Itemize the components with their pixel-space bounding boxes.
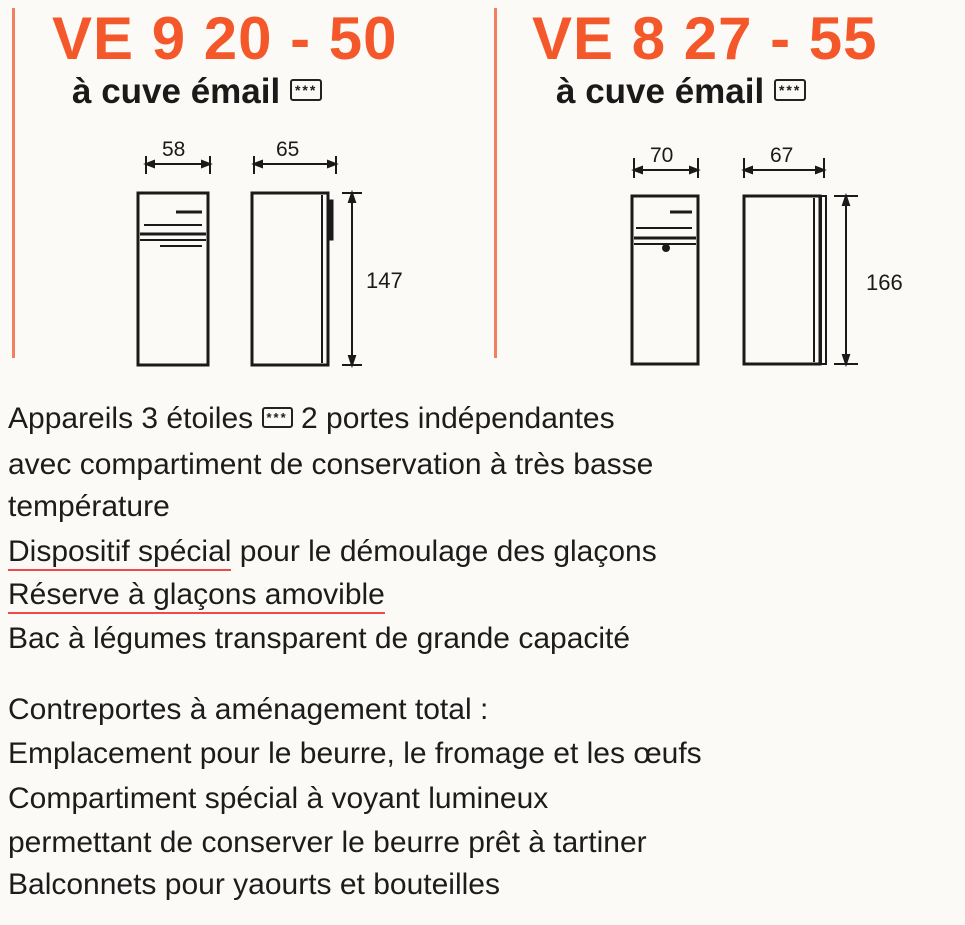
model-1-title: VE 9 20 - 50 bbox=[52, 5, 398, 72]
description-line-6: Bac à légumes transparent de grande capacité bbox=[8, 622, 631, 655]
model-2-dimension-diagram bbox=[620, 130, 940, 375]
underlined-feature: Dispositif spécial bbox=[8, 535, 231, 571]
model-1-dimension-diagram bbox=[130, 130, 430, 375]
description-line-2: avec compartiment de conservation à très basse bbox=[8, 448, 654, 481]
underlined-feature: Réserve à glaçons amovible bbox=[8, 578, 385, 614]
description-line-4 bbox=[8, 535, 657, 569]
description-line-4-rest: pour le démoulage des glaçons bbox=[239, 535, 657, 568]
center-divider bbox=[494, 8, 497, 358]
description-line-8: Emplacement pour le beurre, le fromage et les œufs bbox=[8, 737, 702, 770]
description-line-1a: Appareils 3 étoiles bbox=[8, 402, 254, 435]
three-star-icon: *** bbox=[774, 79, 806, 101]
model-1-subtitle-text: à cuve émail bbox=[72, 72, 281, 111]
model-1-side-width: 65 bbox=[276, 138, 300, 161]
description-line-1 bbox=[8, 402, 615, 436]
description-line-7: Contreportes à aménagement total : bbox=[8, 693, 489, 726]
model-2-height: 166 bbox=[866, 270, 903, 295]
description-line-1b: 2 portes indépendantes bbox=[301, 402, 615, 435]
model-1-subtitle bbox=[72, 72, 322, 112]
model-2-subtitle-text: à cuve émail bbox=[556, 72, 765, 111]
model-2-front-width: 70 bbox=[650, 144, 674, 167]
three-star-icon: *** bbox=[262, 407, 293, 428]
description-line-3: température bbox=[8, 490, 170, 523]
description-line-9: Compartiment spécial à voyant lumineux bbox=[8, 782, 549, 815]
description-line-11: Balconnets pour yaourts et bouteilles bbox=[8, 868, 500, 901]
model-2-title: VE 8 27 - 55 bbox=[532, 5, 878, 72]
model-1-front-width: 58 bbox=[162, 138, 186, 161]
description-line-10: permettant de conserver le beurre prêt à tartiner bbox=[8, 826, 647, 859]
left-divider bbox=[12, 8, 15, 358]
model-2-side-width: 67 bbox=[770, 144, 794, 167]
description-line-5 bbox=[8, 578, 385, 612]
model-1-height: 147 bbox=[366, 268, 403, 293]
three-star-icon: *** bbox=[290, 79, 322, 101]
model-2-subtitle bbox=[556, 72, 806, 112]
